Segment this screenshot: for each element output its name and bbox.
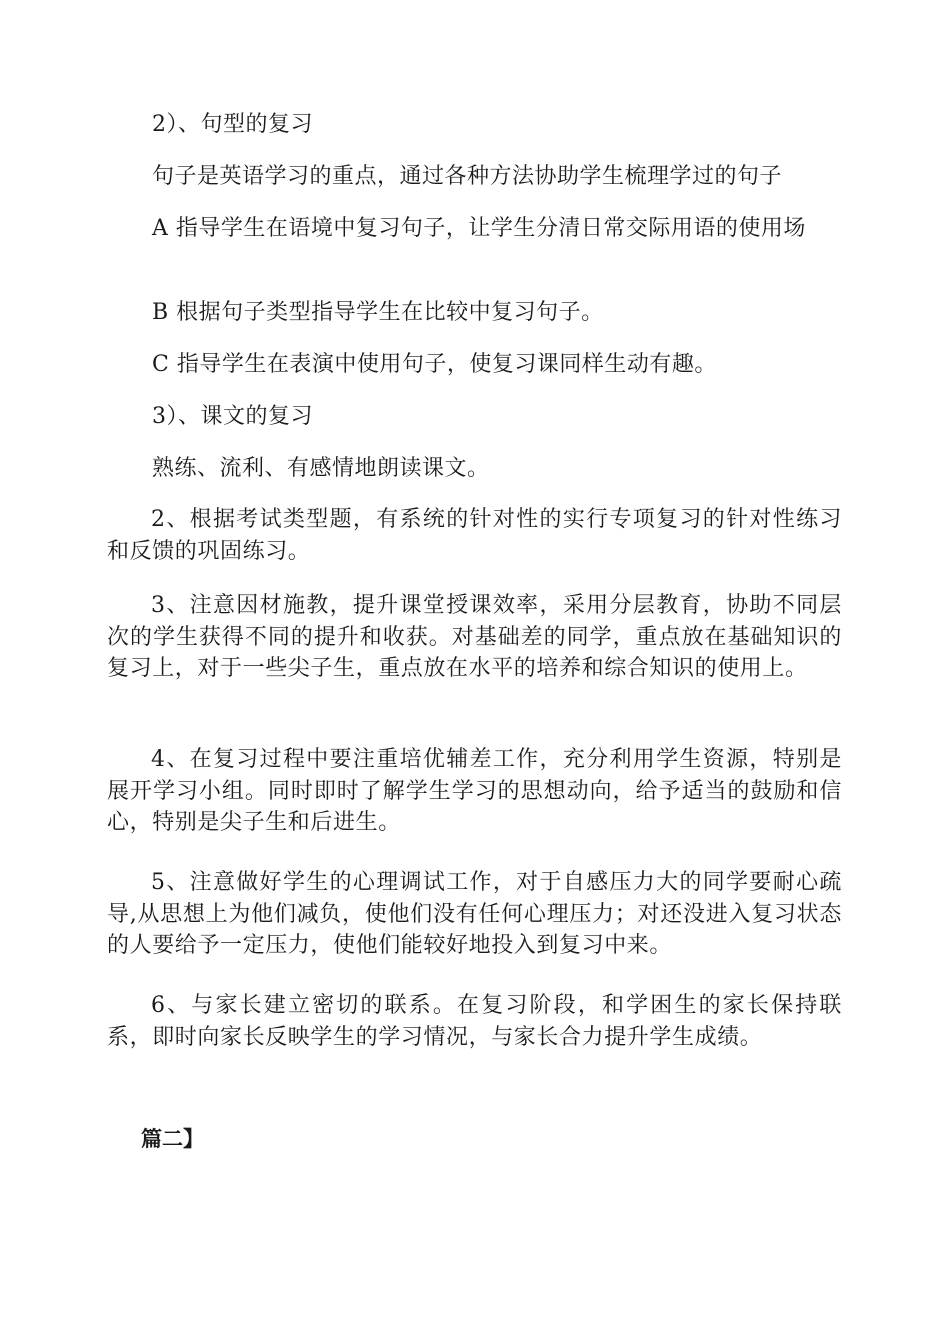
line-item-a: A 指导学生在语境中复习句子，让学生分清日常交际用语的使用场 (152, 216, 806, 241)
paragraph-4: 4、在复习过程中要注重培优辅差工作，充分利用学生资源，特别是展开学习小组。同时即时了解学生学习的思想动向，给予适当的鼓励和信心，特别是尖子生和后进生。 (107, 747, 842, 835)
paragraph-2: 2、根据考试类型题，有系统的针对性的实行专项复习的针对性练习和反馈的巩固练习。 (107, 507, 842, 564)
line-item-b: B 根据句子类型指导学生在比较中复习句子。 (152, 300, 604, 325)
line-sentence-review-intro: 句子是英语学习的重点，通过各种方法协助学生梳理学过的句子 (152, 164, 783, 189)
line-text-review-heading: 3）、课文的复习 (152, 404, 313, 429)
section-heading: 篇二】 (141, 1126, 204, 1151)
paragraph-3: 3、注意因材施教，提升课堂授课效率，采用分层教育，协助不同层次的学生获得不同的提升和收获。对基础差的同学，重点放在基础知识的复习上，对于一些尖子生，重点放在水平的培养和综合知识的使用上。 (107, 593, 842, 681)
paragraph-5: 5、注意做好学生的心理调试工作，对于自感压力大的同学要耐心疏导,从思想上为他们减负，使他们没有任何心理压力；对还没进入复习状态的人要给予一定压力，使他们能较好地投入到复习中来。 (107, 870, 842, 958)
line-sentence-review-heading: 2）、句型的复习 (152, 112, 313, 137)
paragraph-6: 6、与家长建立密切的联系。在复习阶段，和学困生的家长保持联系，即时向家长反映学生的学习情况，与家长合力提升学生成绩。 (107, 993, 842, 1050)
line-text-review-body: 熟练、流利、有感情地朗读课文。 (152, 456, 490, 481)
line-item-c: C 指导学生在表演中使用句子，使复习课同样生动有趣。 (152, 352, 717, 377)
